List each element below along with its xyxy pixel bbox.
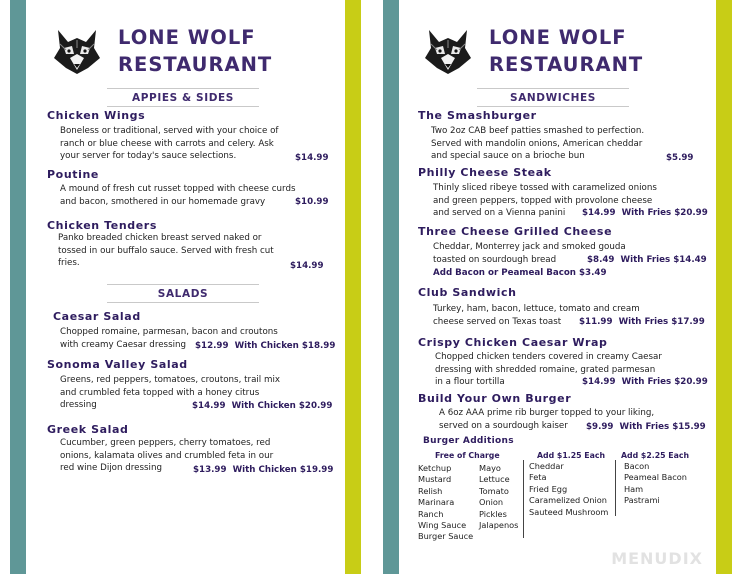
item-price-caesar-salad: $12.99 With Chicken $18.99: [195, 341, 336, 351]
item-price-sonoma-valley-salad: $14.99 With Chicken $20.99: [192, 401, 333, 411]
burger-additions-title: Burger Additions: [423, 436, 514, 446]
item-title-smashburger: The Smashburger: [418, 109, 537, 122]
item-price-three-cheese-grilled-cheese: $8.49 With Fries $14.49: [587, 255, 707, 265]
item-desc-greek-salad: Cucumber, green peppers, cherry tomatoes, red onions, kalamata olives and crumbled feta in our red wine Dijon dressing: [60, 438, 274, 474]
lime-border-band: [345, 0, 361, 574]
restaurant-name: LONE WOLF RESTAURANT: [118, 26, 273, 76]
item-desc-caesar-salad: Chopped romaine, parmesan, bacon and croutons with creamy Caesar dressing: [60, 327, 278, 350]
item-price-chicken-wings: $14.99: [295, 153, 329, 163]
teal-border-band: [10, 0, 26, 574]
item-desc-chicken-tenders: Panko breaded chicken breast served naked or tossed in our buffalo sauce. Served with fresh cut fries.: [58, 233, 274, 269]
item-desc-poutine: A mound of fresh cut russet topped with cheese curds and bacon, smothered in our homemade gravy: [60, 184, 296, 207]
item-desc-smashburger: Two 2oz CAB beef patties smashed to perfection. Served with mandolin onions, American cheddar and special sauce on a brioche bun: [431, 126, 645, 162]
item-price-smashburger: $5.99: [666, 153, 694, 163]
item-title-caesar-salad: Caesar Salad: [53, 310, 141, 323]
addon-bacon-peameal: Add Bacon or Peameal Bacon $3.49: [433, 268, 607, 278]
item-title-build-your-own-burger: Build Your Own Burger: [418, 392, 572, 405]
add-125-heading: Add $1.25 Each: [537, 451, 606, 460]
item-title-crispy-chicken-caesar-wrap: Crispy Chicken Caesar Wrap: [418, 336, 608, 349]
item-title-club-sandwich: Club Sandwich: [418, 286, 517, 299]
menu-page-appies-salads: [0, 0, 362, 574]
item-price-build-your-own-burger: $9.99 With Fries $15.99: [586, 422, 706, 432]
add-225-list: Bacon Peameal Bacon Ham Pastrami: [624, 461, 687, 506]
menu-page-sandwiches: [381, 0, 743, 574]
section-heading-sandwiches: SANDWICHES: [477, 88, 629, 107]
section-heading-appies: APPIES & SIDES: [107, 88, 259, 107]
item-price-poutine: $10.99: [295, 197, 329, 207]
add-225-heading: Add $2.25 Each: [621, 451, 690, 460]
add-125-list: Cheddar Feta Fried Egg Caramelized Onion Sauteed Mushroom: [529, 461, 609, 517]
free-of-charge-heading: Free of Charge: [435, 451, 500, 460]
item-desc-three-cheese-grilled-cheese: Cheddar, Monterrey jack and smoked gouda toasted on sourdough bread: [433, 242, 626, 265]
item-price-club-sandwich: $11.99 With Fries $17.99: [579, 317, 705, 327]
item-title-philly-cheese-steak: Philly Cheese Steak: [418, 166, 552, 179]
free-additions-column-1: Ketchup Mustard Relish Marinara Ranch Wing Sauce Burger Sauce: [418, 463, 474, 542]
item-title-poutine: Poutine: [47, 168, 99, 181]
item-desc-crispy-chicken-caesar-wrap: Chopped chicken tenders covered in creamy Caesar dressing with shredded romaine, grated parmesan in a flour tortilla: [435, 352, 662, 388]
item-price-greek-salad: $13.99 With Chicken $19.99: [193, 465, 334, 475]
item-title-three-cheese-grilled-cheese: Three Cheese Grilled Cheese: [418, 225, 613, 238]
item-desc-chicken-wings: Boneless or traditional, served with your choice of ranch or blue cheese with carrots and celery. Ask your server for today's sauce selections.: [60, 126, 279, 162]
watermark: MENUDIX: [611, 549, 703, 568]
item-title-sonoma-valley-salad: Sonoma Valley Salad: [47, 358, 188, 371]
item-desc-club-sandwich: Turkey, ham, bacon, lettuce, tomato and cream cheese served on Texas toast: [433, 304, 640, 327]
wolf-head-icon: [421, 24, 475, 78]
column-divider: [615, 460, 616, 516]
section-heading-salads: SALADS: [107, 284, 259, 303]
item-desc-sonoma-valley-salad: Greens, red peppers, tomatoes, croutons, trail mix and crumbled feta topped with a honey citrus dressing: [60, 375, 280, 411]
item-price-philly-cheese-steak: $14.99 With Fries $20.99: [582, 208, 708, 218]
item-price-chicken-tenders: $14.99: [290, 261, 324, 271]
item-desc-build-your-own-burger: A 6oz AAA prime rib burger topped to your liking, served on a sourdough kaiser: [439, 408, 655, 431]
item-title-chicken-tenders: Chicken Tenders: [47, 219, 157, 232]
item-price-crispy-chicken-caesar-wrap: $14.99 With Fries $20.99: [582, 377, 708, 387]
wolf-head-icon: [50, 24, 104, 78]
lime-border-band: [716, 0, 732, 574]
item-desc-philly-line3: and served on a Vienna panini: [433, 208, 566, 218]
item-title-chicken-wings: Chicken Wings: [47, 109, 146, 122]
column-divider: [523, 460, 524, 538]
free-additions-column-2: Mayo Lettuce Tomato Onion Pickles Jalapenos: [479, 463, 519, 531]
item-title-greek-salad: Greek Salad: [47, 423, 129, 436]
teal-border-band: [383, 0, 399, 574]
restaurant-name: LONE WOLF RESTAURANT: [489, 26, 644, 76]
item-desc-philly-cheese-steak: Thinly sliced ribeye tossed with caramelized onions and green peppers, topped with provolone cheese: [433, 183, 657, 206]
